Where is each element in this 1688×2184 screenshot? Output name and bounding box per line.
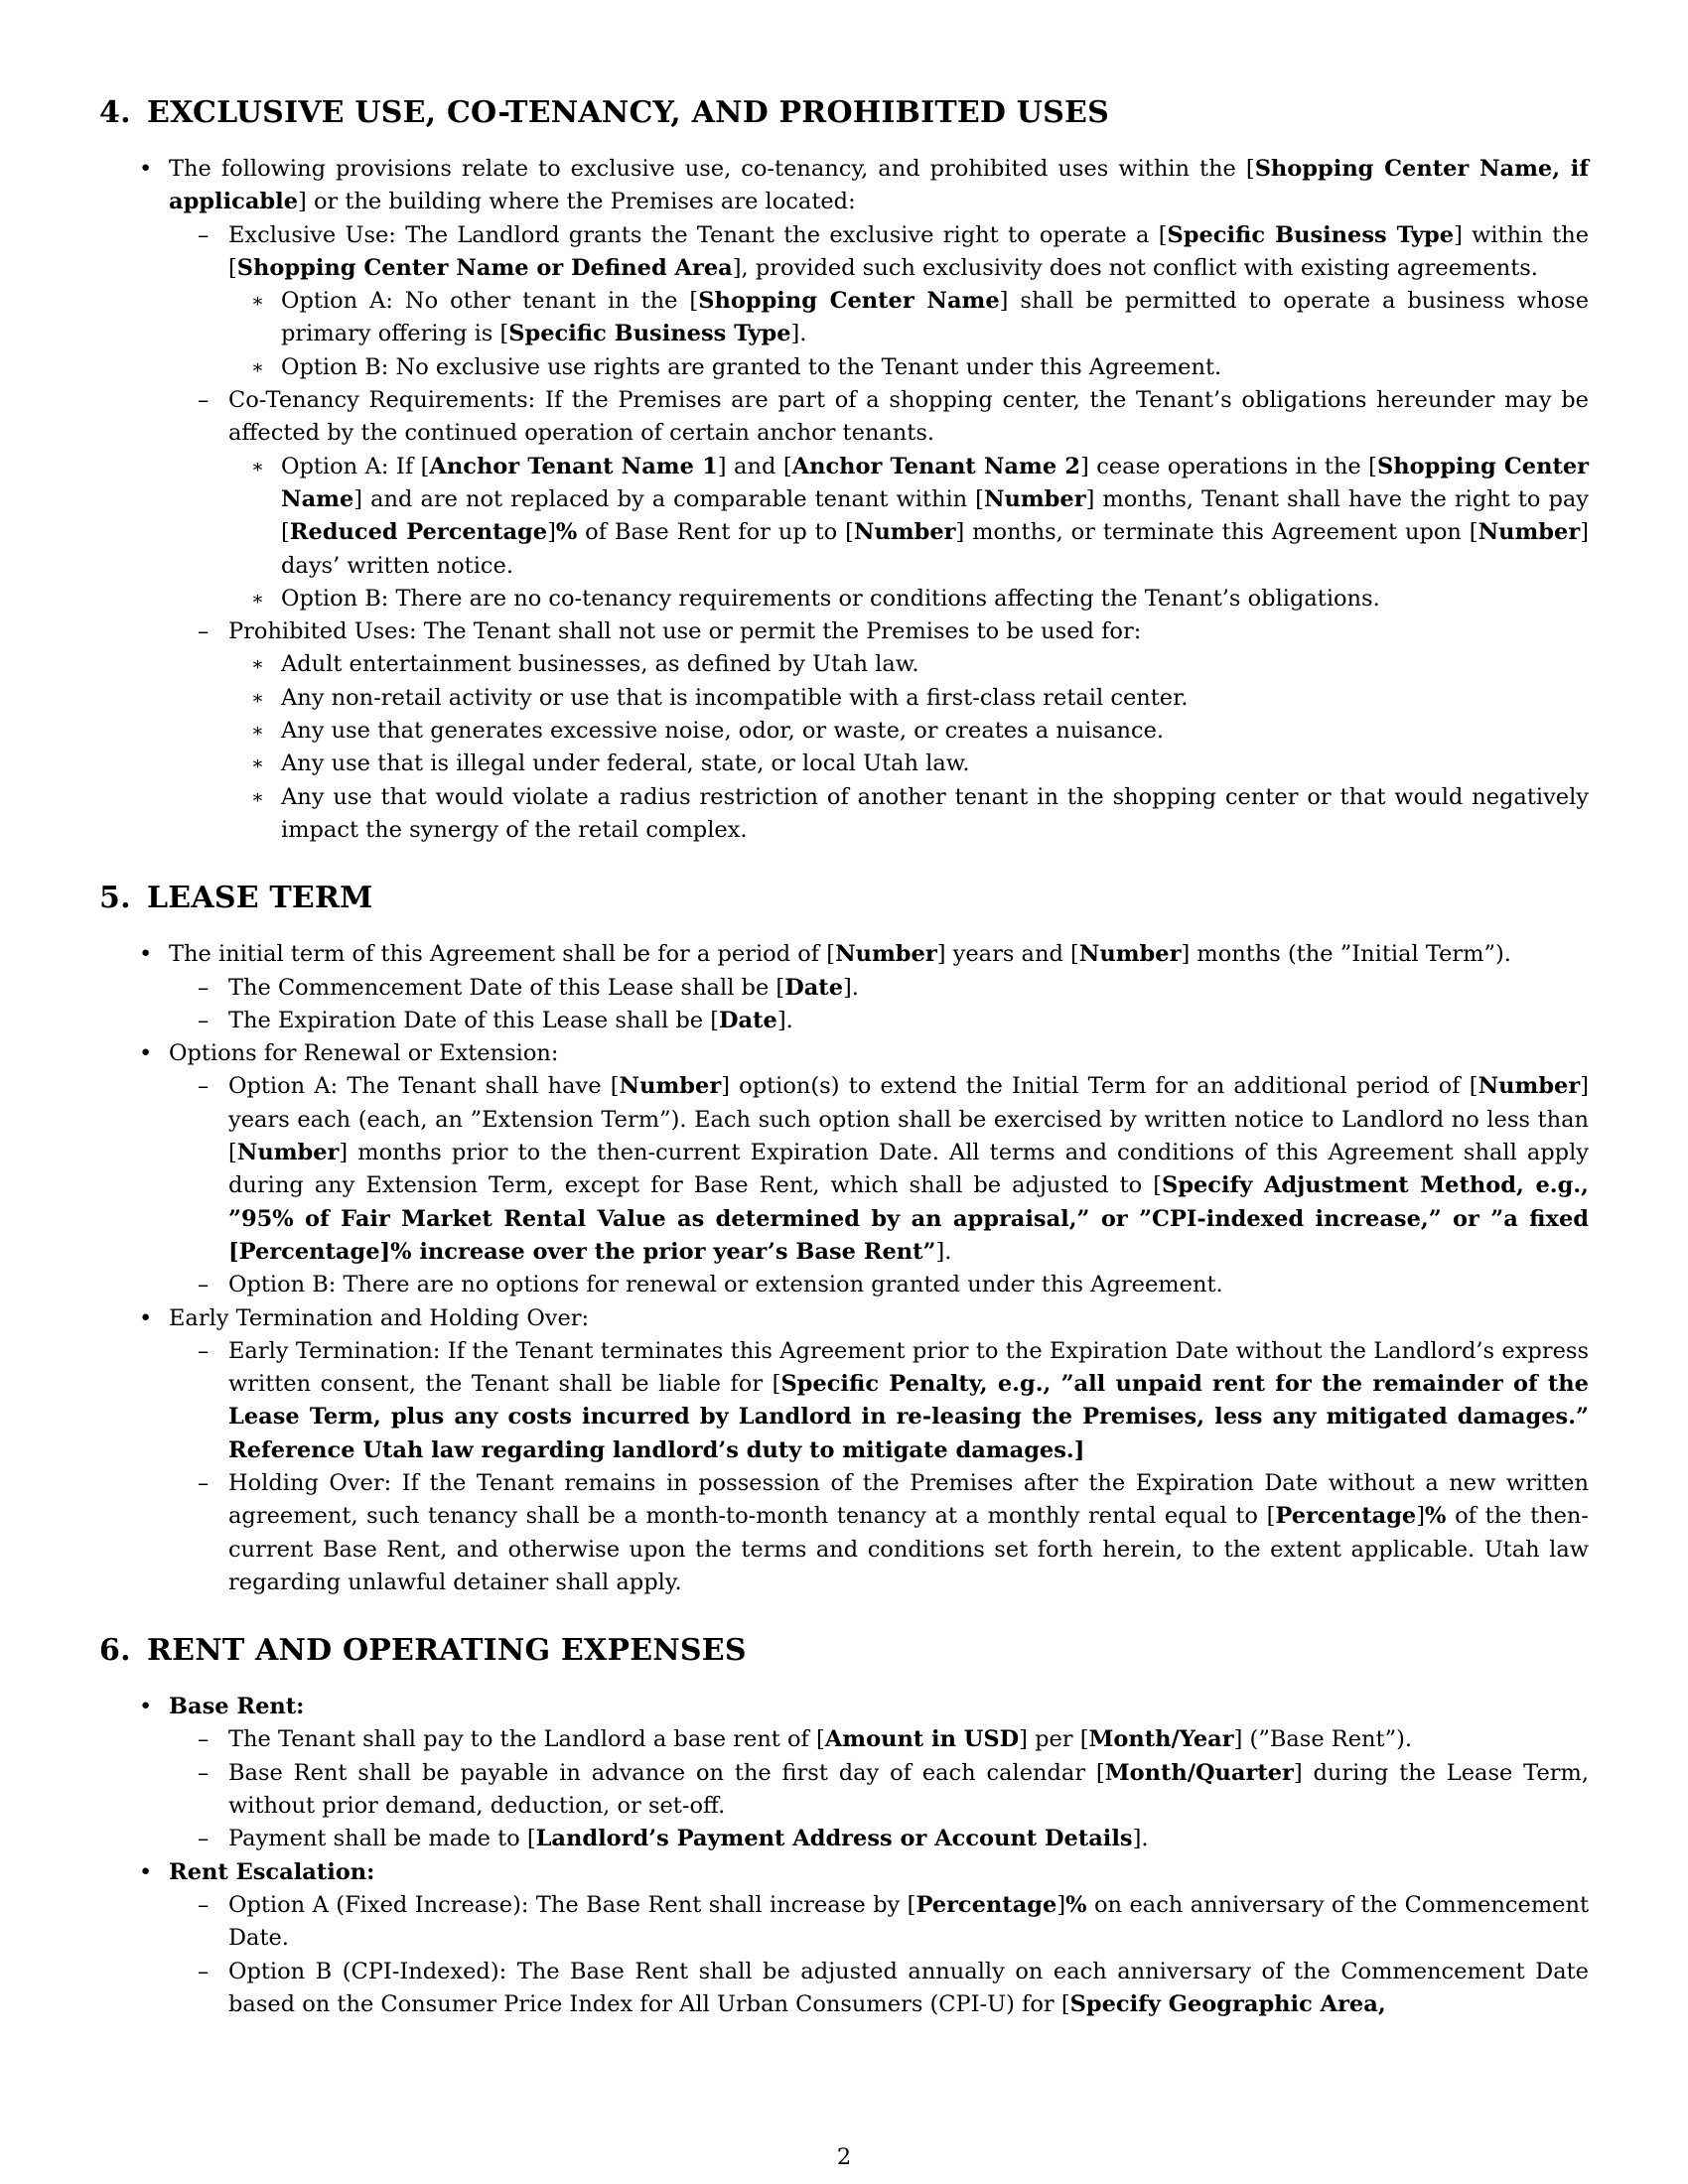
body-text: Any use that generates excessive noise, odor, or waste, or creates a nuisance. <box>281 718 1165 745</box>
list-marker: • <box>139 1694 153 1720</box>
placeholder-field: Landlord’s Payment Address or Account Details <box>535 1826 1133 1852</box>
placeholder-field: Reduced Percentage <box>289 519 548 546</box>
body-text: Any use that is illegal under federal, state, or local Utah law. <box>281 751 970 777</box>
placeholder-field: Anchor Tenant Name 1 <box>429 453 718 479</box>
placeholder-field: Number <box>1477 1073 1581 1100</box>
list-marker: ∗ <box>251 752 264 775</box>
body-text: Prohibited Uses: The Tenant shall not use or permit the Premises to be used for: <box>228 618 1142 645</box>
body-text: The initial term of this Agreement shall be for a period of [ <box>169 941 836 968</box>
body-text: 6. <box>99 1633 131 1669</box>
placeholder-field: Number <box>236 1140 340 1166</box>
list-item <box>99 1037 1589 1301</box>
list-marker: ∗ <box>251 653 264 676</box>
list-marker: – <box>198 1958 210 1984</box>
placeholder-field: Percentage <box>1275 1503 1417 1530</box>
list-item <box>99 384 1589 615</box>
placeholder-field: % <box>1065 1891 1087 1918</box>
list-marker: • <box>139 1304 153 1331</box>
sub-list <box>228 285 1589 384</box>
body-text: ] months (the ”Initial Term”). <box>1181 941 1511 968</box>
body-text: ] days’ written notice. <box>281 519 1589 579</box>
placeholder-field: Month/Quarter <box>1104 1759 1294 1786</box>
list-item <box>99 648 1589 681</box>
body-text: ]. <box>776 1007 793 1033</box>
placeholder-field: Anchor Tenant Name 2 <box>791 453 1080 479</box>
list-item <box>99 351 1589 384</box>
body-text: The Tenant shall pay to the Landlord a base rent of [ <box>228 1726 825 1753</box>
list-item <box>99 615 1589 847</box>
section-heading-6 <box>99 1629 1589 1673</box>
body-text: ]. <box>843 974 859 1001</box>
sub-list <box>169 1070 1589 1301</box>
sub-list <box>228 451 1589 615</box>
list-marker: – <box>198 387 210 414</box>
list-marker: • <box>139 1858 153 1885</box>
list-marker: • <box>139 1040 153 1067</box>
body-text: 4. <box>99 95 131 130</box>
placeholder-field: Number <box>1078 941 1182 968</box>
body-text: ] <box>1416 1503 1426 1530</box>
placeholder-field: Number <box>1477 519 1581 546</box>
list-marker: – <box>198 1891 210 1918</box>
body-text: Options for Renewal or Extension: <box>169 1040 559 1067</box>
body-text: ] within the [ <box>228 221 1590 281</box>
list-item <box>99 153 1589 847</box>
section-heading-4 <box>99 91 1589 135</box>
document-page <box>99 91 1589 2021</box>
list-item <box>99 583 1589 615</box>
placeholder-field: % <box>555 519 578 546</box>
list-marker: – <box>198 1726 210 1753</box>
list-item <box>99 1856 1589 2021</box>
body-text: Option B (CPI-Indexed): The Base Rent shall be adjusted annually on each anniversary of the Commencement Date based on the Consumer Price Index for All Urban Consumers (CPI-U) for [ <box>228 1958 1589 2017</box>
list-marker: – <box>198 221 210 248</box>
section-heading-5 <box>99 877 1589 920</box>
body-text: Option A: No other tenant in the [ <box>281 288 699 315</box>
list-item <box>99 219 1589 384</box>
list-item <box>99 1723 1589 1756</box>
list-marker: ∗ <box>251 290 264 313</box>
placeholder-field: Specify Adjustment Method, e.g., ”95% of Fair Market Rental Value as determined by an appraisal,” or ”CPI-indexed increase,” or ”a fixed [Percentage]% increase over the prior year’s Base Rent” <box>228 1172 1590 1265</box>
sub-list <box>169 219 1589 848</box>
list-item <box>99 1335 1589 1467</box>
list-marker: – <box>198 1007 210 1033</box>
body-text: ] option(s) to extend the Initial Term for an additional period of [ <box>721 1073 1478 1100</box>
placeholder-field: Specify Geographic Area, <box>1069 1990 1386 2017</box>
sub-list <box>169 1335 1589 1599</box>
body-text: Option A: The Tenant shall have [ <box>228 1073 620 1100</box>
body-text: Exclusive Use: The Landlord grants the Tenant the exclusive right to operate a [ <box>228 221 1168 248</box>
list-marker: ∗ <box>251 785 264 808</box>
list-item <box>99 285 1589 351</box>
body-text: Option B: No exclusive use rights are granted to the Tenant under this Agreement. <box>281 353 1222 380</box>
placeholder-field: Percentage <box>915 1891 1057 1918</box>
list-item <box>99 1823 1589 1855</box>
body-text: ] shall be permitted to operate a business whose primary offering is [ <box>281 288 1590 347</box>
body-text: Holding Over: If the Tenant remains in possession of the Premises after the Expiration Date without a new written agreement, such tenancy shall be a month-to-month tenancy at a monthly rental equal to [ <box>228 1469 1589 1530</box>
list-marker: – <box>198 1272 210 1298</box>
body-text: ]. <box>790 321 807 347</box>
body-text: ] months, or terminate this Agreement upon [ <box>955 519 1478 546</box>
body-text: Payment shall be made to [ <box>228 1826 536 1852</box>
list-marker: ∗ <box>251 355 264 378</box>
list-marker: – <box>198 1073 210 1100</box>
section-5-list <box>99 938 1589 1599</box>
placeholder-field: Shopping Center Name <box>281 453 1590 512</box>
body-text: ] <box>547 519 556 546</box>
placeholder-field: Date <box>719 1007 777 1033</box>
placeholder-field: Date <box>784 974 844 1001</box>
placeholder-field: Base Rent: <box>169 1694 305 1720</box>
list-item <box>99 1005 1589 1037</box>
placeholder-field: Number <box>619 1073 722 1100</box>
placeholder-field: Number <box>853 519 956 546</box>
placeholder-field: Specific Business Type <box>508 321 791 347</box>
section-6-list <box>99 1691 1589 2021</box>
list-item <box>99 715 1589 748</box>
list-item <box>99 1757 1589 1824</box>
list-item <box>99 781 1589 848</box>
body-text: Base Rent shall be payable in advance on the first day of each calendar [ <box>228 1759 1105 1786</box>
placeholder-field: Number <box>835 941 937 968</box>
body-text: ] cease operations in the [ <box>1079 453 1377 479</box>
placeholder-field: Shopping Center Name or Defined Area <box>236 254 733 281</box>
list-item <box>99 1956 1589 2022</box>
sub-list <box>169 972 1589 1038</box>
sub-list <box>169 1723 1589 1855</box>
list-item <box>99 1467 1589 1599</box>
body-text: Option A: If [ <box>281 453 430 479</box>
body-text: Co-Tenancy Requirements: If the Premises are part of a shopping center, the Tenant’s obligations hereunder may be affected by the continued operation of certain anchor tenants. <box>228 387 1589 447</box>
body-text: The Commencement Date of this Lease shall be [ <box>228 974 785 1001</box>
body-text: of Base Rent for up to [ <box>577 519 854 546</box>
body-text: ], provided such exclusivity does not conflict with existing agreements. <box>732 254 1538 281</box>
body-text: Any non-retail activity or use that is incompatible with a first-class retail center. <box>281 684 1189 711</box>
list-item <box>99 1070 1589 1269</box>
body-text: Any use that would violate a radius restriction of another tenant in the shopping center or that would negatively impact the synergy of the retail complex. <box>281 783 1589 843</box>
body-text: ] during the Lease Term, without prior demand, deduction, or set-off. <box>228 1759 1589 1820</box>
list-item <box>99 1302 1589 1600</box>
list-marker: • <box>139 156 153 182</box>
list-marker: – <box>198 1826 210 1852</box>
list-marker: – <box>198 1469 210 1496</box>
body-text: Early Termination and Holding Over: <box>169 1304 590 1331</box>
body-text: ] <box>1056 1891 1066 1918</box>
placeholder-field: % <box>1425 1503 1447 1530</box>
body-text: ] and are not replaced by a comparable tenant within [ <box>353 485 984 512</box>
body-text: 5. <box>99 881 131 916</box>
body-text: ] (”Base Rent”). <box>1233 1726 1413 1753</box>
list-item <box>99 1269 1589 1301</box>
body-text: ]. <box>1132 1826 1149 1852</box>
body-text: ] per [ <box>1019 1726 1089 1753</box>
body-text: ] years and [ <box>936 941 1079 968</box>
placeholder-field: Amount in USD <box>824 1726 1020 1753</box>
body-text: Early Termination: If the Tenant terminates this Agreement prior to the Expiration Date without the Landlord’s express written consent, the Tenant shall be liable for [ <box>228 1337 1589 1398</box>
list-marker: ∗ <box>251 455 264 478</box>
section-4-list <box>99 153 1589 847</box>
body-text: Option A (Fixed Increase): The Base Rent shall increase by [ <box>228 1891 916 1918</box>
body-text: ]. <box>935 1238 952 1265</box>
body-text: RENT AND OPERATING EXPENSES <box>147 1633 747 1669</box>
body-text: Option B: There are no options for renewal or extension granted under this Agreement. <box>228 1272 1223 1298</box>
list-marker: – <box>198 618 210 645</box>
placeholder-field: Rent Escalation: <box>169 1858 375 1885</box>
sub-list <box>228 648 1589 847</box>
body-text: Option B: There are no co-tenancy requirements or conditions affecting the Tenant’s obligations. <box>281 585 1380 612</box>
placeholder-field: Shopping Center Name, if applicable <box>169 156 1589 215</box>
list-marker: • <box>139 941 153 968</box>
placeholder-field: Specific Business Type <box>1167 221 1455 248</box>
placeholder-field: Shopping Center Name <box>698 288 1000 315</box>
body-text: ] years each (each, an ”Extension Term”). Each such option shall be exercised by written notice to Landlord no less than [ <box>228 1073 1590 1166</box>
list-item <box>99 1889 1589 1956</box>
list-item <box>99 748 1589 780</box>
list-marker: – <box>198 974 210 1001</box>
list-marker: – <box>198 1759 210 1786</box>
body-text: ] months, Tenant shall have the right to pay [ <box>281 485 1589 546</box>
body-text: The following provisions relate to exclusive use, co-tenancy, and prohibited uses within the [ <box>169 156 1255 182</box>
body-text: on each anniversary of the Commencement Date. <box>228 1891 1590 1952</box>
list-marker: ∗ <box>251 720 264 743</box>
list-item <box>99 1691 1589 1855</box>
body-text: ] months prior to the then-current Expiration Date. All terms and conditions of this Agreement shall apply during any Extension Term, except for Base Rent, which shall be adjusted to [ <box>228 1140 1589 1199</box>
placeholder-field: Specific Penalty, e.g., ”all unpaid rent for the remainder of the Lease Term, plus any costs incurred by Landlord in re-leasing the Premises, less any mitigated damages.” Reference Utah law regarding landlord’s duty to mitigate damages.] <box>228 1371 1589 1463</box>
list-item <box>99 451 1589 583</box>
body-text: Adult entertainment businesses, as defined by Utah law. <box>281 651 919 678</box>
body-text: ] or the building where the Premises are located: <box>298 189 856 215</box>
list-item <box>99 682 1589 715</box>
list-marker: ∗ <box>251 587 264 610</box>
body-text: of the then-current Base Rent, and otherwise upon the terms and conditions set forth herein, to the extent applicable. Utah law regarding unlawful detainer shall apply. <box>228 1503 1590 1595</box>
page-number: 2 <box>836 2144 852 2170</box>
body-text: EXCLUSIVE USE, CO-TENANCY, AND PROHIBITED USES <box>147 95 1109 130</box>
list-marker: ∗ <box>251 686 264 709</box>
list-item <box>99 938 1589 1037</box>
list-item <box>99 972 1589 1005</box>
sub-list <box>169 1889 1589 2021</box>
placeholder-field: Month/Year <box>1088 1726 1234 1753</box>
list-marker: – <box>198 1337 210 1364</box>
body-text: ] and [ <box>717 453 792 479</box>
body-text: The Expiration Date of this Lease shall be [ <box>228 1007 720 1033</box>
placeholder-field: Number <box>983 485 1086 512</box>
body-text: LEASE TERM <box>147 881 373 916</box>
